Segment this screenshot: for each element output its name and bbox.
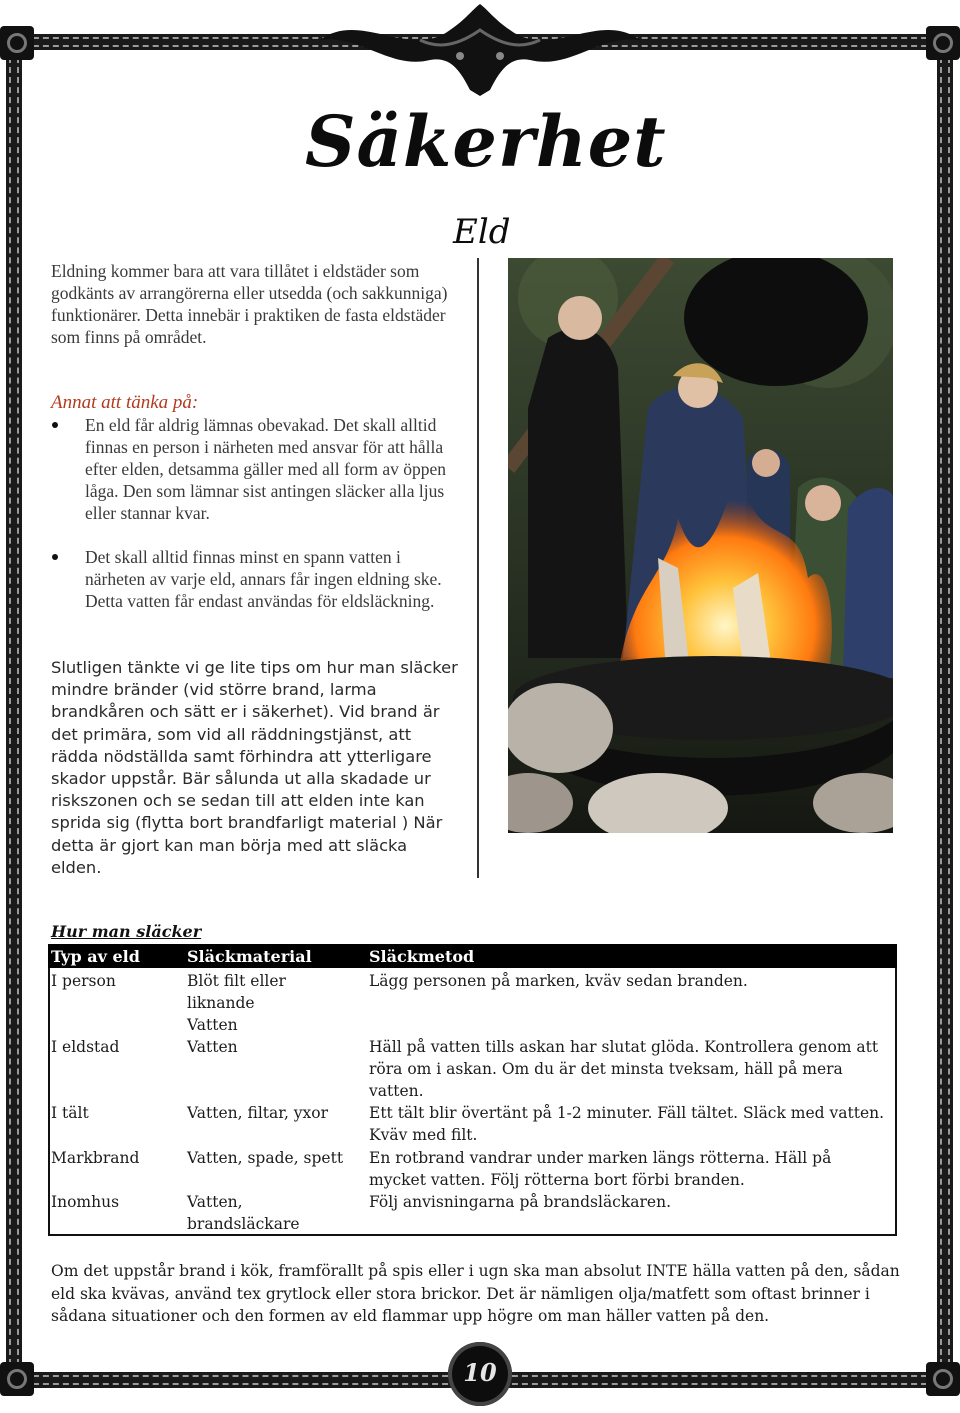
intro-paragraph: Eldning kommer bara att vara tillåtet i eldstäder som godkänts av arrangörerna eller utsedda (och sakkunniga) funktionärer. Detta innebär i praktiken de fasta eldstäder som finns på området. — [51, 261, 448, 347]
border-right — [937, 34, 953, 1388]
closing-paragraph: Om det uppstår brand i kök, framförallt på spis eller i ugn ska man absolut INTE hälla vatten på den, sådan eld ska kvävas, använd tex grytlock eller stora brickor. Det är nämligen olja/matfett som oftast brinner i sådana situationer och den formen av eld flammar upp högre om man häller vatten på den. — [51, 1262, 900, 1325]
table-cell: Vatten — [187, 1038, 238, 1056]
section-title: Eld — [453, 212, 511, 252]
corner-ornament — [926, 1362, 960, 1396]
column-divider — [477, 258, 479, 878]
column-header: Släckmaterial — [187, 947, 312, 966]
page-number: 10 — [463, 1358, 497, 1387]
tips-paragraph: Slutligen tänkte vi ge lite tips om hur man släcker mindre bränder (vid större brand, larma brandkåren och sätt er i säkerhet). Vid brand är det primära, som vid all räddningstjänst, att rädda nödställda samt förhindra att ytterligare skador uppstår. Bär sålunda ut alla skadade ur riskszonen och se sedan till att elden inte kan sprida sig (flytta bort brandfarligt material ) När detta är gjort kan man börja med att släcka elden. — [51, 658, 458, 877]
bullet-icon — [52, 554, 58, 560]
fire-table — [48, 944, 897, 1236]
table-cell: Vatten, spade, spett — [187, 1149, 344, 1167]
table-cell: I person — [51, 972, 116, 990]
column-header: Släckmetod — [369, 947, 475, 966]
table-cell: Häll på vatten tills askan har slutat glöda. Kontrollera genom att röra om i askan. Om du är det minsta tveksam, häll på mera vatten. — [369, 1038, 879, 1100]
bullet-list — [51, 414, 461, 634]
table-cell: I tält — [51, 1104, 89, 1122]
column-header: Typ av eld — [51, 947, 140, 966]
list-item: Det skall alltid finnas minst en spann vatten i närheten av varje eld, annars får ingen eldning ske. Detta vatten får endast användas för eldsläckning. — [51, 546, 461, 612]
bullet-icon — [52, 422, 58, 428]
corner-ornament — [0, 26, 34, 60]
corner-ornament — [926, 26, 960, 60]
table-title: Hur man släcker — [51, 922, 202, 941]
campfire-photo — [508, 258, 893, 833]
table-cell: Vatten, filtar, yxor — [187, 1104, 329, 1122]
dragon-ornament — [300, 0, 660, 96]
table-cell: Inomhus — [51, 1193, 120, 1211]
table-cell: Vatten, brandsläckare — [187, 1193, 300, 1233]
table-cell: Blöt filt eller liknande Vatten — [187, 972, 286, 1034]
table-cell: I eldstad — [51, 1038, 120, 1056]
table-cell: Följ anvisningarna på brandsläckaren. — [369, 1193, 671, 1211]
table-header — [48, 944, 897, 968]
page-title: Säkerhet — [305, 100, 667, 183]
border-left — [6, 34, 22, 1388]
list-item: En eld får aldrig lämnas obevakad. Det skall alltid finnas en person i närheten med ansvar för att hålla efter elden, detsamma gäller med all form av öppen låga. Den som lämnar sist antingen släcker alla ljus eller stannar kvar. — [51, 414, 461, 524]
table-cell: En rotbrand vandrar under marken längs rötterna. Häll på mycket vatten. Följ rötterna bort förbi branden. — [369, 1149, 832, 1189]
subheading: Annat att tänka på: — [51, 392, 199, 413]
table-cell: Markbrand — [51, 1149, 140, 1167]
table-cell: Lägg personen på marken, kväv sedan branden. — [369, 972, 748, 990]
corner-ornament — [0, 1362, 34, 1396]
table-cell: Ett tält blir övertänt på 1-2 minuter. Fäll tältet. Släck med vatten. Kväv med filt. — [369, 1104, 885, 1144]
